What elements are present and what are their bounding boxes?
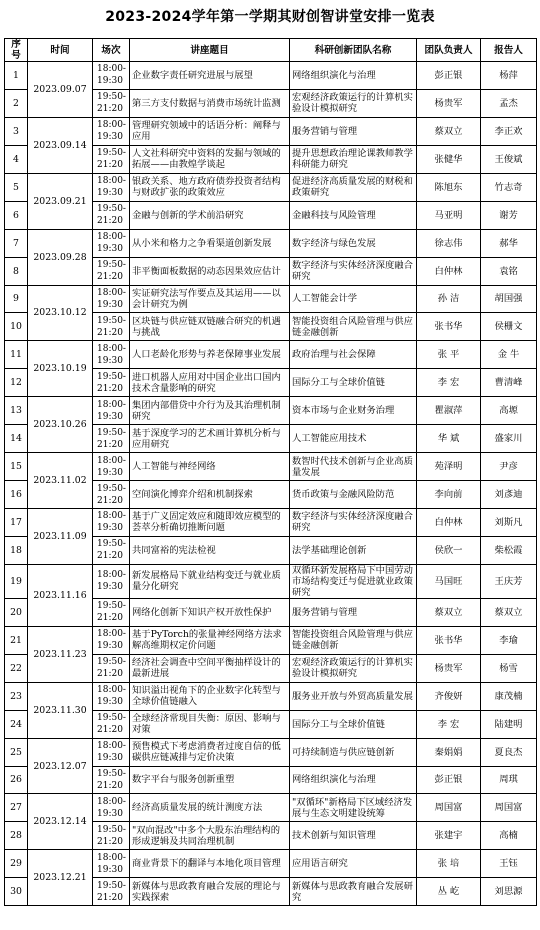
header-session: 场次	[93, 39, 130, 62]
date-cell: 2023.10.26	[28, 397, 93, 453]
session-cell: 19:50- 21:20	[93, 369, 130, 397]
leader-cell: 马亚明	[417, 201, 481, 229]
date-cell: 2023.09.21	[28, 173, 93, 229]
session-cell: 18:00- 19:30	[93, 341, 130, 369]
date-cell: 2023.12.14	[28, 794, 93, 850]
topic-cell: "双向混改"中多个大股东治理结构的形成逻辑及共同治理机制	[130, 822, 290, 850]
team-cell: 新媒体与思政教育融合发展研究	[290, 878, 417, 906]
team-cell: 数字经济与实体经济深度融合研究	[290, 257, 417, 285]
session-cell: 18:00- 19:30	[93, 62, 130, 90]
row-number-cell: 25	[5, 738, 28, 766]
speaker-cell: 盛家川	[481, 425, 537, 453]
row-number-cell: 29	[5, 850, 28, 878]
team-cell: 人工智能会计学	[290, 285, 417, 313]
topic-cell: 知识溢出视角下的企业数字化转型与全球价值链融入	[130, 682, 290, 710]
team-cell: 促进经济高质量发展的财税和政策研究	[290, 173, 417, 201]
topic-cell: 新发展格局下就业结构变迁与就业质量分化研究	[130, 564, 290, 598]
speaker-cell: 柴松霞	[481, 536, 537, 564]
row-number-cell: 12	[5, 369, 28, 397]
team-cell: 双循环新发展格局下中国劳动市场结构变迁与促进就业政策研究	[290, 564, 417, 598]
speaker-cell: 刘彥迪	[481, 481, 537, 509]
row-number-cell: 15	[5, 453, 28, 481]
header-leader: 团队负责人	[417, 39, 481, 62]
leader-cell: 杨贵军	[417, 654, 481, 682]
date-cell: 2023.12.21	[28, 850, 93, 906]
leader-cell: 苑泽明	[417, 453, 481, 481]
topic-cell: 基于广义固定效应和随即效应模型的荟萃分析确切推断问题	[130, 509, 290, 537]
schedule-table	[4, 38, 537, 906]
speaker-cell: 侯栅文	[481, 313, 537, 341]
session-cell: 19:50- 21:20	[93, 257, 130, 285]
leader-cell: 白仲林	[417, 509, 481, 537]
topic-cell: 共同富裕的宪法检视	[130, 536, 290, 564]
session-cell: 18:00- 19:30	[93, 626, 130, 654]
leader-cell: 陈旭东	[417, 173, 481, 201]
row-number-cell: 7	[5, 229, 28, 257]
topic-cell: 集团内部借贷中介行为及其治理机制研究	[130, 397, 290, 425]
table-row	[5, 794, 537, 822]
session-cell: 18:00- 19:30	[93, 850, 130, 878]
team-cell: 法学基础理论创新	[290, 536, 417, 564]
team-cell: "双循环"新格局下区域经济发展与生态文明建设统筹	[290, 794, 417, 822]
leader-cell: 张健华	[417, 145, 481, 173]
session-cell: 19:50- 21:20	[93, 598, 130, 626]
speaker-cell: 李正欢	[481, 117, 537, 145]
table-header-row	[5, 39, 537, 62]
date-cell: 2023.10.19	[28, 341, 93, 397]
session-cell: 19:50- 21:20	[93, 201, 130, 229]
row-number-cell: 16	[5, 481, 28, 509]
team-cell: 国际分工与全球价值链	[290, 369, 417, 397]
leader-cell: 李向前	[417, 481, 481, 509]
topic-cell: 数字平台与服务创新重塑	[130, 766, 290, 794]
topic-cell: 实证研究法写作要点及其运用——以会计研究为例	[130, 285, 290, 313]
row-number-cell: 3	[5, 117, 28, 145]
speaker-cell: 蔡双立	[481, 598, 537, 626]
topic-cell: 经济高质量发展的统计测度方法	[130, 794, 290, 822]
page-title: 2023-2024学年第一学期其财创智讲堂安排一览表	[105, 9, 435, 25]
header-no: 序号	[5, 39, 28, 62]
topic-cell: 管理研究领域中的话语分析：阐释与应用	[130, 117, 290, 145]
leader-cell: 杨贵军	[417, 89, 481, 117]
leader-cell: 齐俊妍	[417, 682, 481, 710]
team-cell: 服务业开放与外贸高质量发展	[290, 682, 417, 710]
row-number-cell: 30	[5, 878, 28, 906]
session-cell: 18:00- 19:30	[93, 229, 130, 257]
team-cell: 提升思想政治理论课教师教学科研能力研究	[290, 145, 417, 173]
team-cell: 技术创新与知识管理	[290, 822, 417, 850]
row-number-cell: 26	[5, 766, 28, 794]
date-cell: 2023.09.14	[28, 117, 93, 173]
session-cell: 19:50- 21:20	[93, 425, 130, 453]
table-row	[5, 850, 537, 878]
speaker-cell: 高楠	[481, 822, 537, 850]
session-cell: 18:00- 19:30	[93, 682, 130, 710]
leader-cell: 徐志伟	[417, 229, 481, 257]
table-row	[5, 509, 537, 537]
session-cell: 19:50- 21:20	[93, 89, 130, 117]
team-cell: 资本市场与企业财务治理	[290, 397, 417, 425]
session-cell: 19:50- 21:20	[93, 145, 130, 173]
leader-cell: 张书华	[417, 313, 481, 341]
row-number-cell: 17	[5, 509, 28, 537]
header-speaker: 报告人	[481, 39, 537, 62]
session-cell: 19:50- 21:20	[93, 710, 130, 738]
speaker-cell: 周琪	[481, 766, 537, 794]
date-cell: 2023.11.23	[28, 626, 93, 682]
speaker-cell: 郝华	[481, 229, 537, 257]
session-cell: 19:50- 21:20	[93, 481, 130, 509]
header-team: 科研创新团队名称	[290, 39, 417, 62]
date-cell: 2023.12.07	[28, 738, 93, 794]
team-cell: 可持续制造与供应链创新	[290, 738, 417, 766]
leader-cell: 丛 屹	[417, 878, 481, 906]
leader-cell: 蔡双立	[417, 598, 481, 626]
session-cell: 18:00- 19:30	[93, 285, 130, 313]
team-cell: 应用语言研究	[290, 850, 417, 878]
leader-cell: 张书华	[417, 626, 481, 654]
team-cell: 宏观经济政策运行的计算机实验设计模拟研究	[290, 89, 417, 117]
topic-cell: 企业数字责任研究进展与展望	[130, 62, 290, 90]
team-cell: 政府治理与社会保障	[290, 341, 417, 369]
topic-cell: 经济社会调查中空间平衡抽样设计的最新进展	[130, 654, 290, 682]
row-number-cell: 9	[5, 285, 28, 313]
session-cell: 19:50- 21:20	[93, 313, 130, 341]
row-number-cell: 1	[5, 62, 28, 90]
row-number-cell: 5	[5, 173, 28, 201]
speaker-cell: 竹志奇	[481, 173, 537, 201]
speaker-cell: 王钰	[481, 850, 537, 878]
date-cell: 2023.09.07	[28, 62, 93, 118]
speaker-cell: 杨萍	[481, 62, 537, 90]
speaker-cell: 曹清峰	[481, 369, 537, 397]
speaker-cell: 夏良杰	[481, 738, 537, 766]
date-cell: 2023.11.02	[28, 453, 93, 509]
table-row	[5, 341, 537, 369]
date-cell: 2023.11.30	[28, 682, 93, 738]
date-cell: 2023.11.09	[28, 509, 93, 565]
leader-cell: 白仲林	[417, 257, 481, 285]
row-number-cell: 22	[5, 654, 28, 682]
speaker-cell: 谢芳	[481, 201, 537, 229]
leader-cell: 周国富	[417, 794, 481, 822]
row-number-cell: 18	[5, 536, 28, 564]
speaker-cell: 陆建明	[481, 710, 537, 738]
leader-cell: 侯欣一	[417, 536, 481, 564]
speaker-cell: 康茂楠	[481, 682, 537, 710]
date-cell: 2023.10.12	[28, 285, 93, 341]
topic-cell: 空间演化博弈介绍和机制探索	[130, 481, 290, 509]
date-cell: 2023.09.28	[28, 229, 93, 285]
team-cell: 货币政策与金融风险防范	[290, 481, 417, 509]
session-cell: 18:00- 19:30	[93, 564, 130, 598]
session-cell: 18:00- 19:30	[93, 509, 130, 537]
team-cell: 服务营销与管理	[290, 117, 417, 145]
team-cell: 国际分工与全球价值链	[290, 710, 417, 738]
leader-cell: 李 宏	[417, 369, 481, 397]
row-number-cell: 27	[5, 794, 28, 822]
session-cell: 18:00- 19:30	[93, 173, 130, 201]
leader-cell: 瞿淑萍	[417, 397, 481, 425]
row-number-cell: 24	[5, 710, 28, 738]
speaker-cell: 金 牛	[481, 341, 537, 369]
row-number-cell: 8	[5, 257, 28, 285]
session-cell: 19:50- 21:20	[93, 822, 130, 850]
row-number-cell: 14	[5, 425, 28, 453]
table-row	[5, 738, 537, 766]
speaker-cell: 周国富	[481, 794, 537, 822]
topic-cell: 人工智能与神经网络	[130, 453, 290, 481]
table-body	[5, 62, 537, 906]
topic-cell: 区块链与供应链双链融合研究的机遇与挑战	[130, 313, 290, 341]
topic-cell: 进口机器人应用对中国企业出口国内技术含量影响的研究	[130, 369, 290, 397]
topic-cell: 全球经济常现目失衡：原因、影响与对策	[130, 710, 290, 738]
leader-cell: 张 平	[417, 341, 481, 369]
date-cell: 2023.11.16	[28, 564, 93, 626]
topic-cell: 从小米和格力之争看渠道创新发展	[130, 229, 290, 257]
leader-cell: 孙 洁	[417, 285, 481, 313]
speaker-cell: 高塬	[481, 397, 537, 425]
team-cell: 数字经济与绿色发展	[290, 229, 417, 257]
row-number-cell: 28	[5, 822, 28, 850]
table-row	[5, 229, 537, 257]
row-number-cell: 2	[5, 89, 28, 117]
team-cell: 网络组织演化与治理	[290, 62, 417, 90]
topic-cell: 非平衡面板数据的动态因果效应估计	[130, 257, 290, 285]
team-cell: 网络组织演化与治理	[290, 766, 417, 794]
session-cell: 18:00- 19:30	[93, 794, 130, 822]
topic-cell: 人文社科研究中资料的发掘与领域的拓展——由教煌学谈起	[130, 145, 290, 173]
speaker-cell: 刘思源	[481, 878, 537, 906]
session-cell: 19:50- 21:20	[93, 536, 130, 564]
team-cell: 智能投资组合风险管理与供应链金融创新	[290, 313, 417, 341]
session-cell: 19:50- 21:20	[93, 878, 130, 906]
leader-cell: 彭正银	[417, 766, 481, 794]
leader-cell: 马国旺	[417, 564, 481, 598]
row-number-cell: 6	[5, 201, 28, 229]
team-cell: 金融科技与风险管理	[290, 201, 417, 229]
speaker-cell: 杨雪	[481, 654, 537, 682]
session-cell: 18:00- 19:30	[93, 117, 130, 145]
team-cell: 数智时代技术创新与企业高质量发展	[290, 453, 417, 481]
row-number-cell: 21	[5, 626, 28, 654]
team-cell: 数字经济与实体经济深度融合研究	[290, 509, 417, 537]
leader-cell: 张建宇	[417, 822, 481, 850]
speaker-cell: 李瑜	[481, 626, 537, 654]
header-topic: 讲座题目	[130, 39, 290, 62]
topic-cell: 金融与创新的学术前沿研究	[130, 201, 290, 229]
row-number-cell: 10	[5, 313, 28, 341]
speaker-cell: 王庆芳	[481, 564, 537, 598]
team-cell: 服务营销与管理	[290, 598, 417, 626]
session-cell: 18:00- 19:30	[93, 738, 130, 766]
leader-cell: 张 培	[417, 850, 481, 878]
session-cell: 19:50- 21:20	[93, 766, 130, 794]
row-number-cell: 4	[5, 145, 28, 173]
row-number-cell: 20	[5, 598, 28, 626]
session-cell: 18:00- 19:30	[93, 453, 130, 481]
topic-cell: 第三方支付数据与消费市场统计监测	[130, 89, 290, 117]
row-number-cell: 23	[5, 682, 28, 710]
topic-cell: 基于深度学习的艺术画计算机分析与应用研究	[130, 425, 290, 453]
team-cell: 智能投资组合风险管理与供应链金融创新	[290, 626, 417, 654]
topic-cell: 网络化创新下知识产权开放性保护	[130, 598, 290, 626]
table-row	[5, 397, 537, 425]
speaker-cell: 王俊斌	[481, 145, 537, 173]
topic-cell: 新媒体与思政教育融合发展的理论与实践探索	[130, 878, 290, 906]
table-row	[5, 117, 537, 145]
table-row	[5, 682, 537, 710]
topic-cell: 基于PyTorch的张量神经网络方法求解高维期权定价问题	[130, 626, 290, 654]
topic-cell: 人口老龄化形势与养老保障事业发展	[130, 341, 290, 369]
leader-cell: 华 斌	[417, 425, 481, 453]
row-number-cell: 19	[5, 564, 28, 598]
speaker-cell: 孟杰	[481, 89, 537, 117]
topic-cell: 银政关系、地方政府债券投资者结构与财政扩张的政策效应	[130, 173, 290, 201]
table-row	[5, 62, 537, 90]
topic-cell: 预售模式下考虑消费者过度自信的低碳供应链减排与定价决策	[130, 738, 290, 766]
session-cell: 19:50- 21:20	[93, 654, 130, 682]
session-cell: 18:00- 19:30	[93, 397, 130, 425]
header-date: 时间	[28, 39, 93, 62]
leader-cell: 蔡双立	[417, 117, 481, 145]
topic-cell: 商业背景下的翻译与本地化项目管理	[130, 850, 290, 878]
table-row	[5, 626, 537, 654]
leader-cell: 彭正银	[417, 62, 481, 90]
team-cell: 宏观经济政策运行的计算机实验设计模拟研究	[290, 654, 417, 682]
table-row	[5, 285, 537, 313]
speaker-cell: 袁铭	[481, 257, 537, 285]
table-row	[5, 453, 537, 481]
team-cell: 人工智能应用技术	[290, 425, 417, 453]
speaker-cell: 刘斯凡	[481, 509, 537, 537]
table-row	[5, 173, 537, 201]
row-number-cell: 11	[5, 341, 28, 369]
leader-cell: 李 宏	[417, 710, 481, 738]
speaker-cell: 胡国强	[481, 285, 537, 313]
speaker-cell: 尹彦	[481, 453, 537, 481]
leader-cell: 秦娟娟	[417, 738, 481, 766]
row-number-cell: 13	[5, 397, 28, 425]
table-row	[5, 564, 537, 598]
